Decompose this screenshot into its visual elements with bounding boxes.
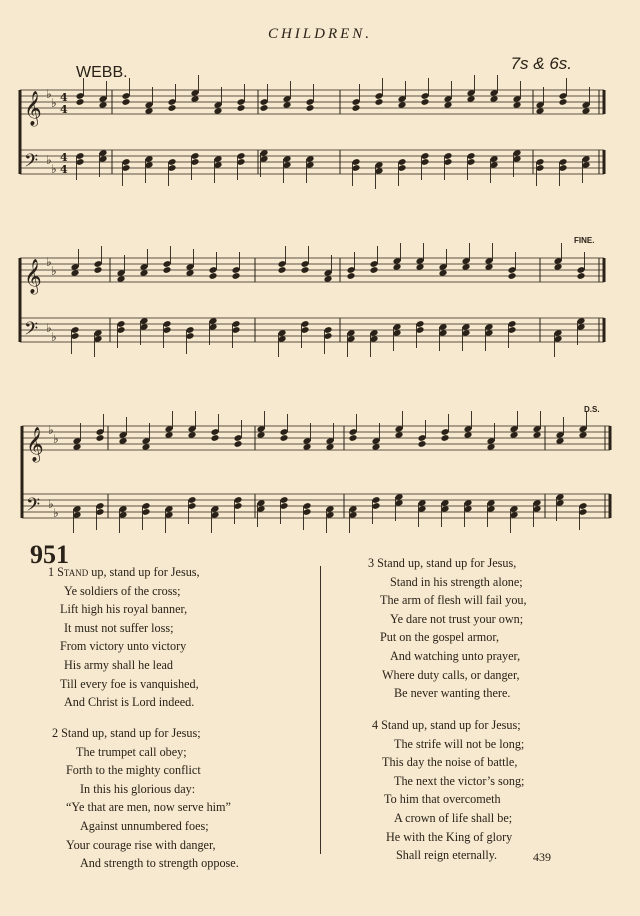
note-head [508, 272, 517, 280]
verse-line: To him that overcometh [384, 792, 501, 807]
verse-line: Ye soldiers of the cross; [64, 583, 181, 598]
verse-line: Stand up, stand up for Jesus; [61, 726, 201, 740]
verse-line: Stand in his strength alone; [390, 574, 523, 589]
flat-icon: ♭ [46, 320, 52, 335]
time-signature-numerator: 4 [60, 90, 68, 104]
flat-icon: ♭ [48, 496, 54, 511]
bass-clef-icon: 𝄢 [24, 151, 39, 176]
time-signature-numerator: 4 [60, 150, 68, 164]
hymn-number: 951 [30, 540, 69, 569]
verse-line: Put on the gospel armor, [380, 630, 500, 645]
verse-line: The arm of flesh will fail you, [380, 593, 527, 608]
verse-line: The strife will not be long; [394, 736, 525, 751]
note-head [280, 434, 289, 442]
verse-line: Ye dare not trust your own; [390, 611, 524, 626]
note-head [76, 98, 85, 106]
verse-number: 3 [368, 556, 375, 570]
page-number: 439 [533, 850, 551, 864]
note-head [559, 98, 568, 106]
note-head [232, 272, 241, 280]
verse-3 [368, 554, 527, 703]
note-head [278, 266, 287, 274]
verse-2 [52, 724, 239, 873]
time-signature-denominator: 4 [60, 162, 68, 176]
note-head [352, 104, 361, 112]
column-divider [320, 566, 321, 854]
verse-line: Forth to the mighty conflict [66, 763, 201, 778]
verse-line: Your courage rise with danger, [66, 837, 216, 852]
time-signature-denominator: 4 [60, 102, 68, 116]
verse-line: up, stand up for Jesus, [88, 565, 200, 579]
treble-clef-icon: 𝄞 [24, 91, 42, 126]
note-head [122, 98, 131, 106]
note-head [306, 104, 315, 112]
note-head [418, 440, 427, 448]
verse-number: 4 [372, 718, 379, 732]
verse-line: The trumpet call obey; [76, 744, 187, 759]
verse-line: Where duty calls, or danger, [382, 667, 520, 682]
verse-line: And watching unto prayer, [390, 648, 521, 663]
note-head [168, 104, 177, 112]
verse-line: And Christ is Lord indeed. [64, 695, 195, 710]
flat-icon: ♭ [51, 329, 57, 344]
bass-clef-icon: 𝄢 [24, 319, 39, 344]
flat-icon: ♭ [51, 263, 57, 278]
ds-mark: D.S. [584, 405, 600, 414]
note-head [301, 266, 310, 274]
verse-line: In this his glorious day: [80, 781, 196, 796]
note-head [347, 272, 356, 280]
verse-line: He with the King of glory [386, 829, 513, 844]
verse-line: “Ye that are men, now serve him” [66, 800, 231, 815]
note-head [370, 266, 379, 274]
verse-line: The next the victor’s song; [394, 773, 525, 788]
flat-icon: ♭ [53, 431, 59, 446]
verse-line: His army shall he lead [64, 657, 173, 672]
note-head [96, 434, 105, 442]
flat-icon: ♭ [48, 422, 54, 437]
verse-line: From victory unto victory [60, 639, 187, 654]
verse-line: Be never wanting there. [394, 686, 511, 701]
verse-number: 2 [52, 726, 59, 740]
tune-name: WEBB. [76, 64, 128, 81]
verse-number: 1 [48, 565, 55, 579]
verse-first-word: Stand [57, 565, 89, 579]
note-head [441, 434, 450, 442]
note-head [421, 98, 430, 106]
note-head [94, 266, 103, 274]
verse-line: It must not suffer loss; [64, 620, 174, 635]
treble-clef-icon: 𝄞 [26, 427, 44, 462]
note-head [260, 104, 269, 112]
bass-clef-icon: 𝄢 [26, 495, 41, 520]
flat-icon: ♭ [53, 505, 59, 520]
treble-clef-icon: 𝄞 [24, 259, 42, 294]
verse-line: Lift high his royal banner, [60, 602, 188, 617]
note-head [234, 440, 243, 448]
verse-line: A crown of life shall be; [394, 810, 513, 825]
section-title: CHILDREN. [267, 26, 373, 42]
note-head [211, 434, 220, 442]
verse-1 [48, 563, 200, 712]
fine-mark: FINE. [574, 236, 595, 245]
note-head [349, 434, 358, 442]
verse-line: Shall reign eternally. [396, 848, 498, 863]
verse-line: Till every foe is vanquished, [60, 676, 199, 691]
verse-line: Against unnumbered foes; [80, 818, 209, 833]
flat-icon: ♭ [46, 152, 52, 167]
note-head [577, 272, 586, 280]
flat-icon: ♭ [46, 254, 52, 269]
note-head [209, 272, 218, 280]
verse-line: This day the noise of battle, [382, 755, 518, 770]
meter-label: 7s & 6s. [510, 54, 572, 73]
verse-line: And strength to strength oppose. [80, 856, 239, 871]
verse-line: Stand up, stand up for Jesus; [381, 718, 521, 732]
flat-icon: ♭ [51, 161, 57, 176]
note-head [375, 98, 384, 106]
flat-icon: ♭ [46, 86, 52, 101]
note-head [163, 266, 172, 274]
flat-icon: ♭ [51, 95, 57, 110]
verse-4 [372, 716, 524, 865]
verse-line: Stand up, stand up for Jesus, [377, 556, 517, 570]
note-head [237, 104, 246, 112]
